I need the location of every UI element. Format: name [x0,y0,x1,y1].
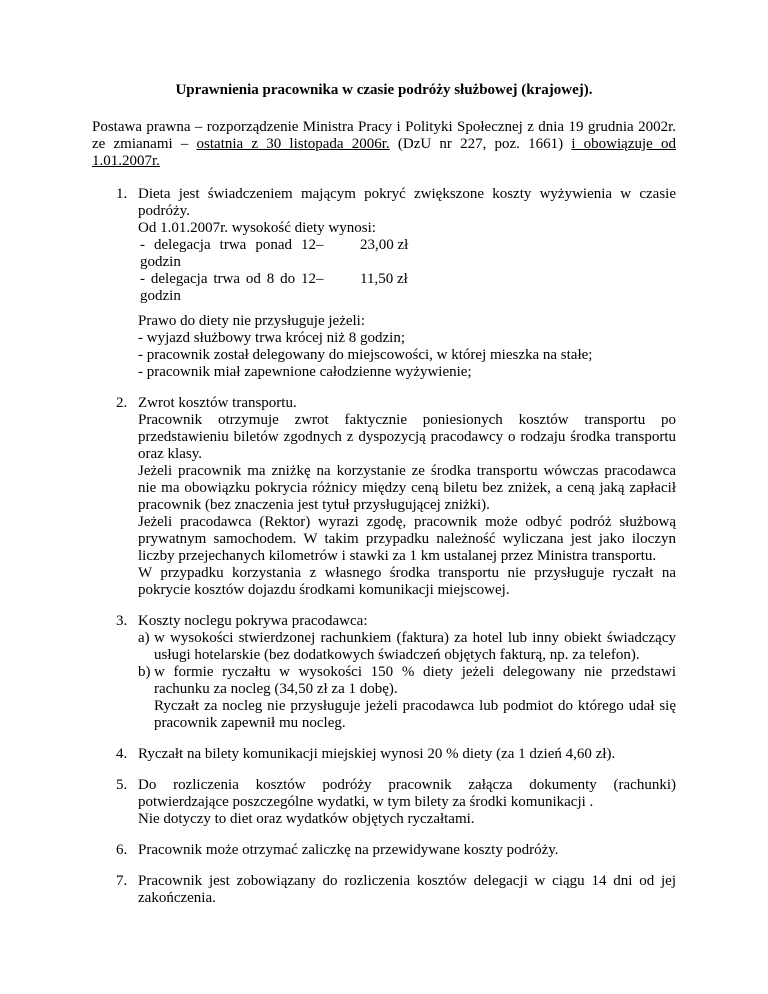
rate-dash: – [316,237,324,253]
sub-letter: a) [138,630,150,646]
allowance-rate-intro: Od 1.01.2007r. wysokość diety wynosi: [138,220,376,236]
settlement-deadline-text: Pracownik jest zobowiązany do rozliczenia kosztów delegacji w ciągu 14 dni od jej zakończenia. [138,873,676,906]
transport-heading: Zwrot kosztów transportu. [138,395,297,411]
legal-basis-text: Postawa prawna – rozporządzenie Ministra Pracy i Polityki Społecznej z dnia 19 grudnia 2002r. ze zmianami – [92,119,676,152]
last-amendment-text: ostatnia z 30 listopada 2006r. [196,136,390,152]
effective-date-text: i obowiązuje od 1.01.2007r. [92,136,677,169]
list-item-6 [92,842,676,859]
sub-item-b [138,664,676,732]
list-number: 2. [116,395,128,411]
list-item-1 [92,186,676,381]
no-allowance-intro: Prawo do diety nie przysługuje jeżeli: [138,313,366,329]
own-transport-text: W przypadku korzystania z własnego środka transportu nie przysługuje ryczałt na pokrycie kosztów dojazdu środkami komunikacji miejscowej. [138,565,676,598]
rate-value: 23,00 zł [360,237,409,253]
transport-discount-text: Jeżeli pracownik ma zniżkę na korzystanie ze środka transportu wówczas pracodawca nie ma obowiązku pokrycia różnicy między ceną biletu bez zniżek, a ceną jaką zapłacił pracownik (bez znaczenia jest tytuł przysługującej zniżki). [138,463,676,513]
allowance-definition: Dieta jest świadczeniem mającym pokryć zwiększone koszty wyżywienia w czasie podróży. [138,186,676,219]
rate-dash: – [316,271,324,287]
rate-label: - delegacja trwa od 8 do 12 godzin [140,271,316,304]
exclusion-line: - wyjazd służbowy trwa krócej niż 8 godzin; [138,330,406,346]
rate-label: - delegacja trwa ponad 12 godzin [140,237,316,270]
rate-value: 11,50 zł [360,271,408,287]
sub-item-note: Ryczałt za nocleg nie przysługuje jeżeli pracodawca lub podmiot do którego udał się pracownik zapewnił mu nocleg. [154,698,676,731]
list-number: 3. [116,613,128,629]
list-number: 6. [116,842,128,858]
settlement-documents-text: Do rozliczenia kosztów podróży pracownik załącza dokumenty (rachunki) potwierdzające poszczególne wydatki, w tym bilety za środki komunikacji . [138,777,676,810]
list-item-2 [92,395,676,599]
sub-letter: b) [138,664,151,680]
rate-row [138,271,676,305]
list-item-5 [92,777,676,828]
legal-basis-paragraph [92,119,676,170]
city-transport-flat-rate: Ryczałt na bilety komunikacji miejskiej wynosi 20 % diety (za 1 dzień 4,60 zł). [138,746,616,762]
advance-payment-text: Pracownik może otrzymać zaliczkę na przewidywane koszty podróży. [138,842,559,858]
private-car-text: Jeżeli pracodawca (Rektor) wyrazi zgodę, pracownik może odbyć podróż służbową prywatnym samochodem. W takim przypadku należność wyliczana jest jako iloczyn liczby przejechanych kilometrów i stawki za 1 km ustalanej przez Ministra transportu. [138,514,676,564]
list-number: 1. [116,186,128,202]
list-item-7 [92,873,676,907]
journal-reference-text: (DzU nr 227, poz. 1661) [389,136,572,152]
exclusion-line: - pracownik miał zapewnione całodzienne wyżywienie; [138,364,472,380]
entitlements-list [92,186,676,907]
list-item-3 [92,613,676,732]
page-title: Uprawnienia pracownika w czasie podróży służbowej (krajowej). [175,82,593,98]
sub-item-text: w formie ryczałtu w wysokości 150 % diety jeżeli delegowany nie przedstawi rachunku za nocleg (34,50 zł za 1 dobę). [154,664,676,697]
exclusion-line: - pracownik został delegowany do miejscowości, w której mieszka na stałe; [138,347,593,363]
list-number: 5. [116,777,128,793]
rate-row [138,237,676,271]
accommodation-heading: Koszty noclegu pokrywa pracodawca: [138,613,368,629]
settlement-exception-text: Nie dotyczy to diet oraz wydatków objętych ryczałtami. [138,811,475,827]
transport-refund-text: Pracownik otrzymuje zwrot faktycznie poniesionych kosztów transportu po przedstawieniu biletów zgodnych z dyspozycją pracodawcy o rodzaju środka transportu oraz klasy. [138,412,676,462]
sub-item-a [138,630,676,664]
sub-item-text: w wysokości stwierdzonej rachunkiem (faktura) za hotel lub inny obiekt świadczący usługi hotelarskie (bez dodatkowych świadczeń objętych fakturą, np. za telefon). [154,630,676,663]
list-number: 7. [116,873,128,889]
document-page [92,82,676,921]
list-item-4 [92,746,676,763]
list-number: 4. [116,746,128,762]
